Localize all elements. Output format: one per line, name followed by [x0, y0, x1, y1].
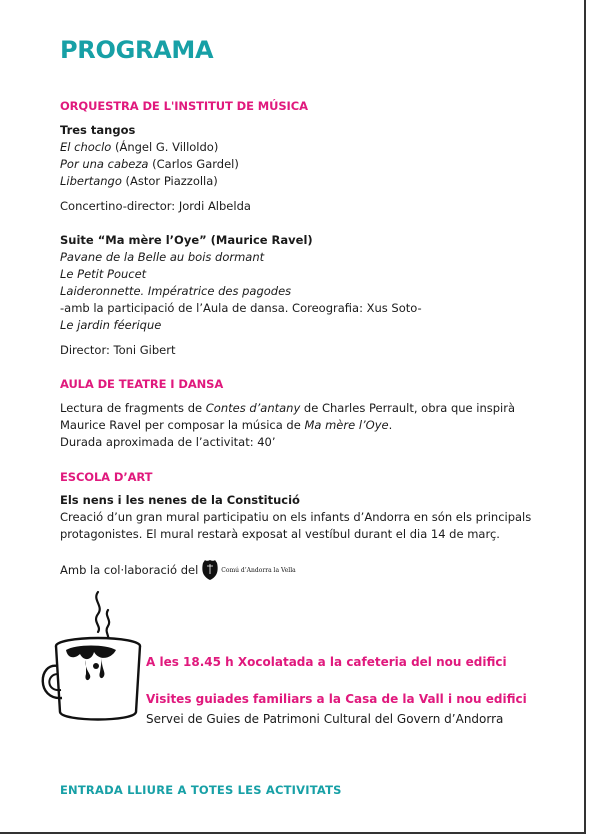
piece1-title: Tres tangos [60, 123, 136, 137]
art-line: Creació d’un gran mural participatiu on els infants d’Andorra en són els principals [60, 510, 532, 524]
collaboration-line [60, 560, 296, 580]
piece1-item: El choclo (Ángel G. Villoldo) [60, 140, 219, 154]
event-servei: Servei de Guies de Patrimoni Cultural del Govern d’Andorra [146, 712, 504, 726]
footer-free-entry: ENTRADA LLIURE A TOTES LES ACTIVITATS [60, 783, 342, 797]
coffee-mug-icon [36, 588, 146, 728]
comu-shield-icon [202, 560, 218, 580]
art-block [60, 492, 560, 543]
director-line: Director: Toni Gibert [60, 343, 176, 357]
suite-block [60, 232, 560, 334]
event-visites: Visites guiades familiars a la Casa de la Vall i nou edifici [146, 692, 527, 706]
concertino-line: Concertino-director: Jordi Albelda [60, 199, 251, 213]
collab-text: Amb la col·laboració del [60, 562, 199, 577]
section-heading-orquestra: ORQUESTRA DE L'INSTITUT DE MÚSICA [60, 99, 308, 113]
teatre-duration: Durada aproximada de l’activitat: 40’ [60, 435, 276, 449]
section-heading-art: ESCOLA D’ART [60, 470, 153, 484]
event-xocolatada: A les 18.45 h Xocolatada a la cafeteria del nou edifici [146, 655, 507, 669]
teatre-line: Lectura de fragments de Contes d’antany de Charles Perrault, obra que inspirà [60, 401, 516, 415]
teatre-block [60, 400, 560, 451]
piece1-item: Libertango (Astor Piazzolla) [60, 174, 218, 188]
piece2-item: Laideronnette. Impératrice des pagodes [60, 284, 292, 298]
piece1-item: Por una cabeza (Carlos Gardel) [60, 157, 239, 171]
piece2-item: Pavane de la Belle au bois dormant [60, 250, 265, 264]
comu-logo-text: Comú d’Andorra la Vella [221, 566, 296, 574]
piece2-item: Le jardin féerique [60, 318, 162, 332]
teatre-line: Maurice Ravel per composar la música de Ma mère l’Oye. [60, 418, 393, 432]
piece2-item: Le Petit Poucet [60, 267, 147, 281]
piece2-title: Suite “Ma mère l’Oye” (Maurice Ravel) [60, 233, 313, 247]
dance-note: -amb la participació de l’Aula de dansa. Coreografia: Xus Soto- [60, 301, 422, 315]
orquestra-block [60, 122, 560, 190]
art-subtitle: Els nens i les nenes de la Constitució [60, 493, 300, 507]
comu-logo [202, 560, 295, 580]
page-title: PROGRAMA [60, 36, 214, 64]
art-line: protagonistes. El mural restarà exposat al vestíbul durant el dia 14 de març. [60, 527, 500, 541]
section-heading-teatre: AULA DE TEATRE I DANSA [60, 377, 224, 391]
